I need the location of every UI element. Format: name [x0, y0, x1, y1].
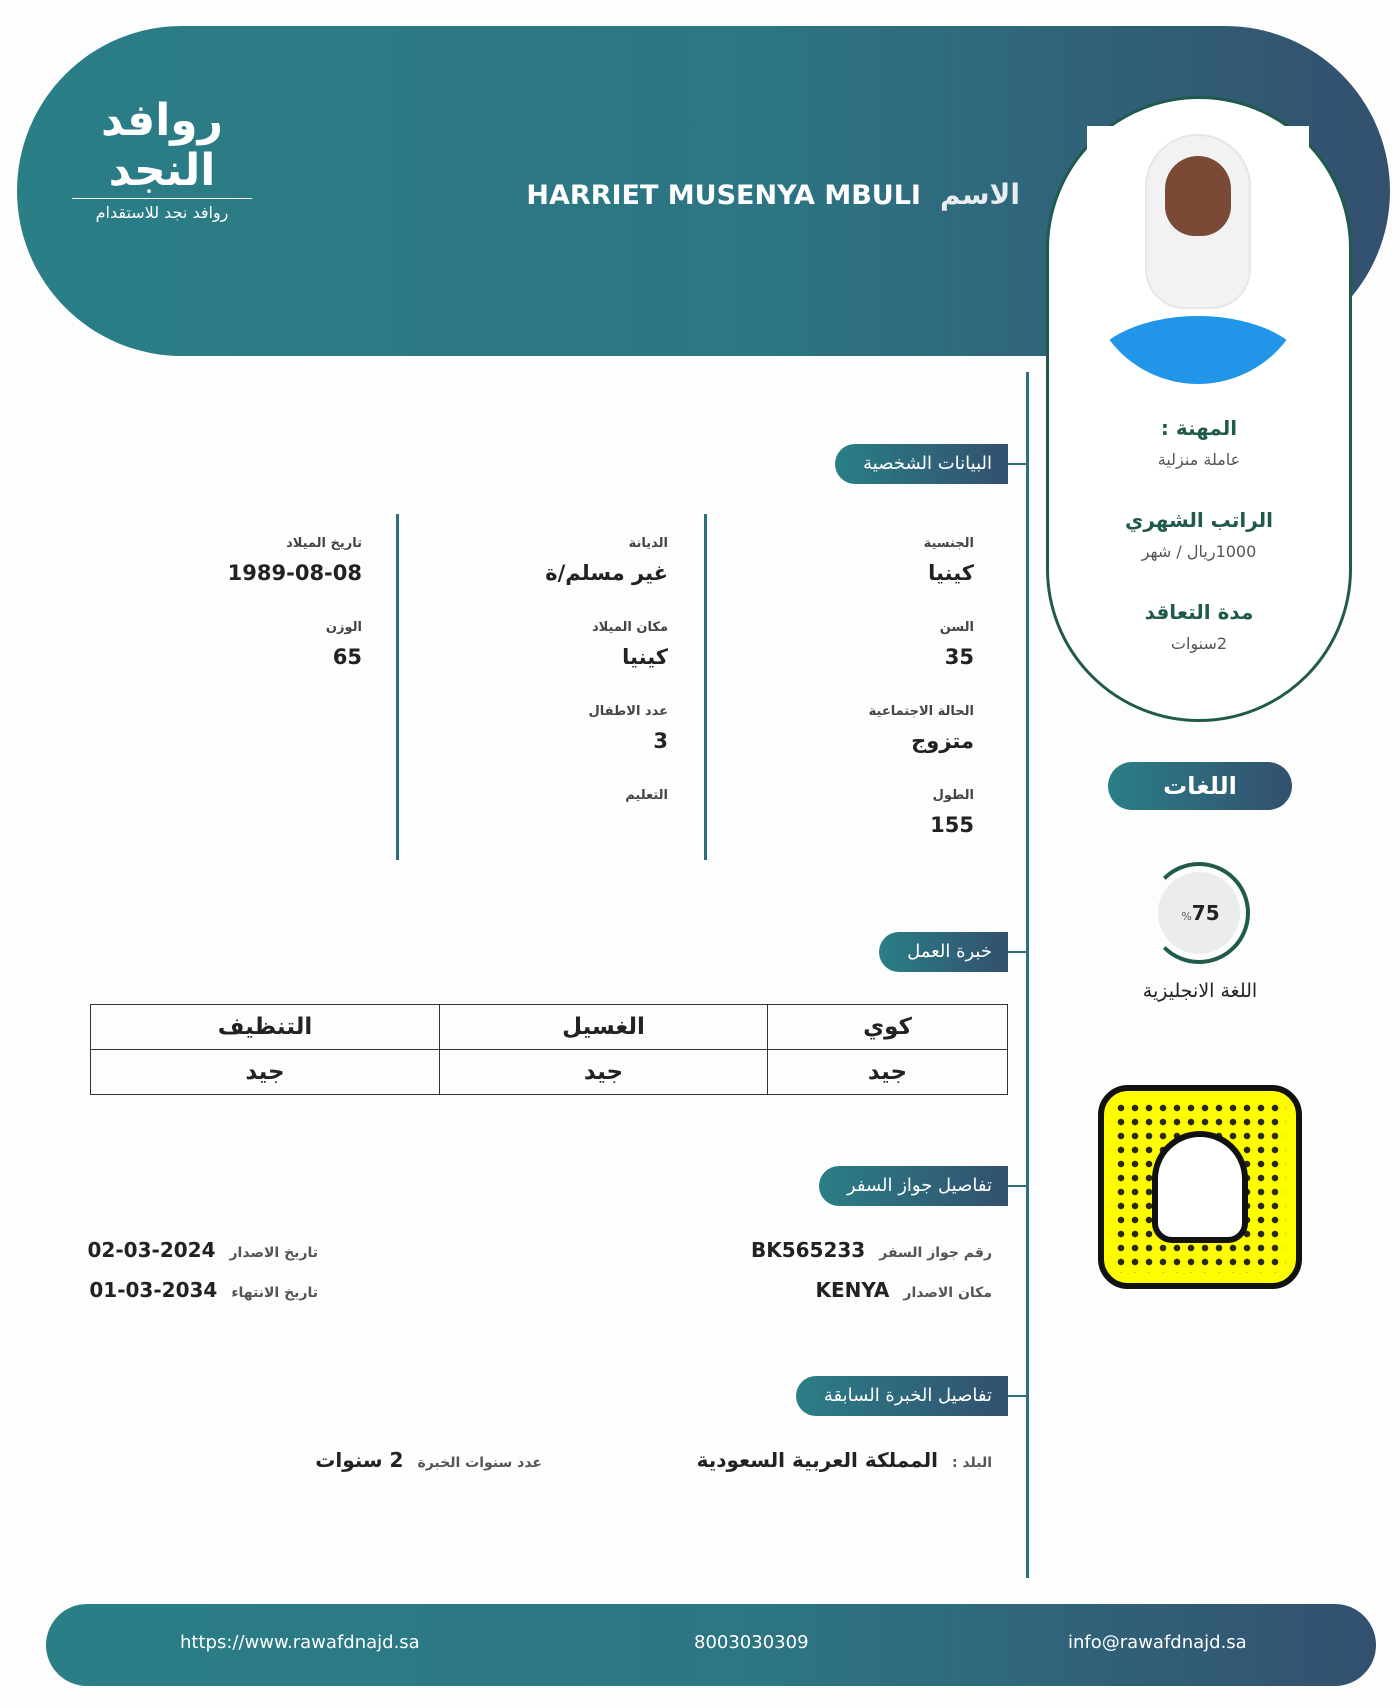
profession-label: المهنة :: [1160, 416, 1238, 440]
column-divider: [396, 514, 399, 860]
skill-washing: الغسيل: [440, 1005, 768, 1050]
contract-block: [1046, 600, 1352, 653]
percent-value: 75: [1191, 901, 1220, 925]
skill-level: جيد: [768, 1050, 1008, 1095]
profession-value: عاملة منزلية: [1157, 450, 1241, 469]
candidate-name-row: [526, 178, 1020, 211]
footer-bar: [46, 1604, 1376, 1686]
table-row: [91, 1005, 1008, 1050]
profession-block: [1046, 416, 1352, 469]
logo-subtitle: روافد نجد للاستقدام: [95, 203, 229, 222]
salary-label: الراتب الشهري: [1125, 508, 1273, 532]
column-divider: [704, 514, 707, 860]
company-logo: [72, 95, 252, 222]
personal-column-1: [734, 536, 974, 842]
passport-expiry-date: تاريخ الانتهاء2034-03-01: [89, 1278, 318, 1302]
field-marital-status: الحالة الاجتماعية متزوج: [868, 704, 974, 753]
percent-sign: %: [1181, 910, 1192, 923]
snapchat-ghost-icon: [1152, 1131, 1248, 1243]
footer-website-link[interactable]: https://www.rawafdnajd.sa: [180, 1632, 420, 1653]
skill-level: جيد: [91, 1050, 440, 1095]
field-birthdate: تاريخ الميلاد 1989-08-08: [227, 536, 362, 585]
personal-column-2: [428, 536, 668, 842]
field-weight: الوزن 65: [325, 620, 362, 669]
name-label: الاسم: [940, 178, 1020, 211]
field-age: السن 35: [939, 620, 974, 669]
salary-block: [1046, 508, 1352, 561]
table-row: [91, 1050, 1008, 1095]
candidate-photo: [1087, 126, 1309, 384]
passport-number: رقم جواز السفرBK565233: [750, 1238, 992, 1262]
skill-ironing: كوي: [768, 1005, 1008, 1050]
section-personal-data: البيانات الشخصية: [835, 444, 1008, 484]
contract-label: مدة التعاقد: [1144, 600, 1254, 624]
photo-uniform: [1087, 316, 1309, 384]
language-percent: [1158, 872, 1240, 954]
passport-issue-date: تاريخ الاصدار2024-03-02: [87, 1238, 318, 1262]
skill-cleaning: التنظيف: [91, 1005, 440, 1050]
contract-value: 2سنوات: [1170, 634, 1228, 653]
footer-email-link[interactable]: info@rawafdnajd.sa: [1068, 1632, 1247, 1653]
footer-phone[interactable]: 8003030309: [694, 1632, 809, 1653]
logo-divider: [72, 198, 252, 199]
field-religion: الديانة غير مسلم/ة: [545, 536, 668, 585]
salary-value: 1000ريال / شهر: [1141, 542, 1257, 561]
field-education: التعليم: [625, 788, 668, 803]
candidate-name: HARRIET MUSENYA MBULI: [526, 180, 921, 211]
photo-face: [1165, 156, 1231, 236]
field-height: الطول 155: [930, 788, 974, 837]
section-previous-experience: تفاصيل الخبرة السابقة: [796, 1376, 1008, 1416]
section-work-experience: خبرة العمل: [879, 932, 1008, 972]
previous-years: عدد سنوات الخبرة2 سنوات: [315, 1448, 542, 1472]
language-name: اللغة الانجليزية: [1142, 980, 1258, 1002]
logo-mark: روافد النجد: [101, 95, 223, 196]
timeline-line: [1026, 372, 1029, 1578]
languages-title: اللغات: [1108, 762, 1292, 810]
section-passport: تفاصيل جواز السفر: [819, 1166, 1008, 1206]
skills-table: [90, 1004, 1008, 1095]
field-nationality: الجنسية كينيا: [923, 536, 974, 585]
field-children: عدد الاطفال 3: [588, 704, 668, 753]
personal-column-3: [122, 536, 362, 674]
field-birthplace: مكان الميلاد كينيا: [591, 620, 668, 669]
previous-country: البلد :المملكة العربية السعودية: [696, 1448, 992, 1472]
skill-level: جيد: [440, 1050, 768, 1095]
snapchat-code[interactable]: [1098, 1085, 1302, 1289]
passport-issue-place: مكان الاصدارKENYA: [815, 1278, 992, 1302]
